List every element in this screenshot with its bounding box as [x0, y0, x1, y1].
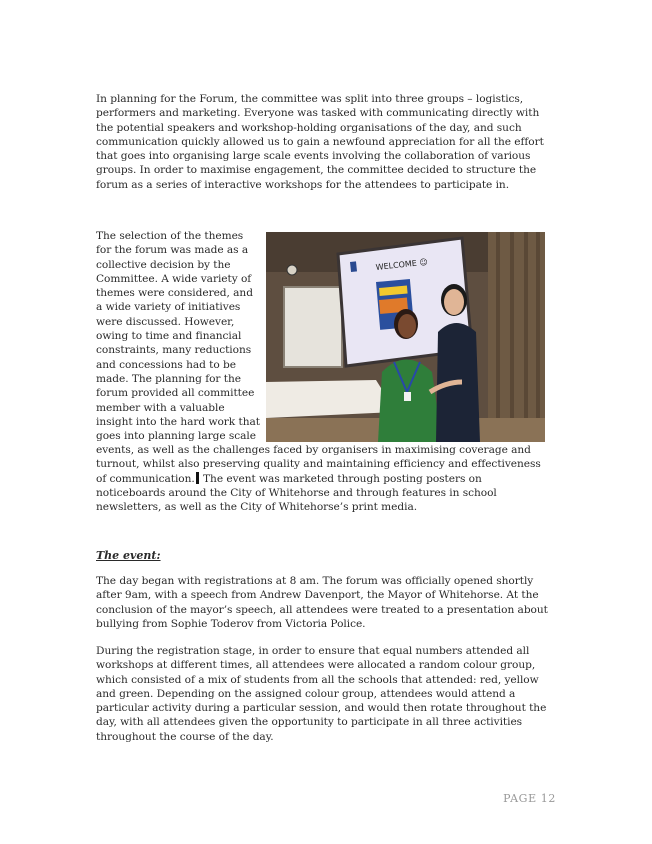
paragraph-planning: In planning for the Forum, the committee was split into three groups – logistics, performers and marketing. Everyone was tasked with communicating directly with the potential speakers and workshop-holding organisations of the day, and such communication quickly allowed us to gain a newfound appreciation for all the effort that goes into organising large scale events involving the collaboration of various groups. In order to maximise engagement, the committee decided to structure the forum as a series of interactive workshops for the attendees to participate in.: [96, 93, 544, 191]
paragraph-themes-wrapped: The selection of the themes for the forum was made as a collective decision by the Committee. A wide variety of themes were considered, and a wide variety of initiatives were discussed. However, owing to time and financial constraints, many reductions and concessions had to be made. The planning for the forum provided all committee member with a valuable insight into the hard work that goes into planning large scale: [96, 230, 260, 443]
text-cursor: [196, 472, 199, 484]
section-heading-event: The event:: [96, 549, 161, 562]
themes-continued-second: The event was marketed through posting posters on noticeboards around the City of Whitehorse and through features in school newsletters, as well as the City of Whitehorse’s print media.: [96, 472, 497, 514]
projector-welcome-text: WELCOME ☺: [375, 257, 429, 272]
event-photo: [266, 232, 545, 442]
paragraph-event-day: The day began with registrations at 8 am. The forum was officially opened shortly after 9am, with a speech from Andrew Davenport, the Mayor of Whitehorse. At the conclusion of the mayor’s speech, all attendees were treated to a presentation about bullying from Sophie Toderov from Victoria Police.: [96, 575, 548, 630]
page-number: PAGE 12: [503, 792, 556, 805]
paragraph-themes-continued: [96, 443, 548, 514]
paragraph-registration: During the registration stage, in order to ensure that equal numbers attended all workshops at different times, all attendees were allocated a random colour group, which consisted of a mix of students from all the schools that attended: red, yellow and green. Depending on the assigned colour group, attendees would attend a particular activity during a particular session, and would then rotate throughout the day, with all attendees given the opportunity to participate in all three activities throughout the course of the day.: [96, 645, 547, 743]
themes-continued-first: events, as well as the challenges faced by organisers in maximising coverage and turnout, whilst also preserving quality and maintaining efficiency and effectiveness of communication.: [96, 444, 541, 485]
